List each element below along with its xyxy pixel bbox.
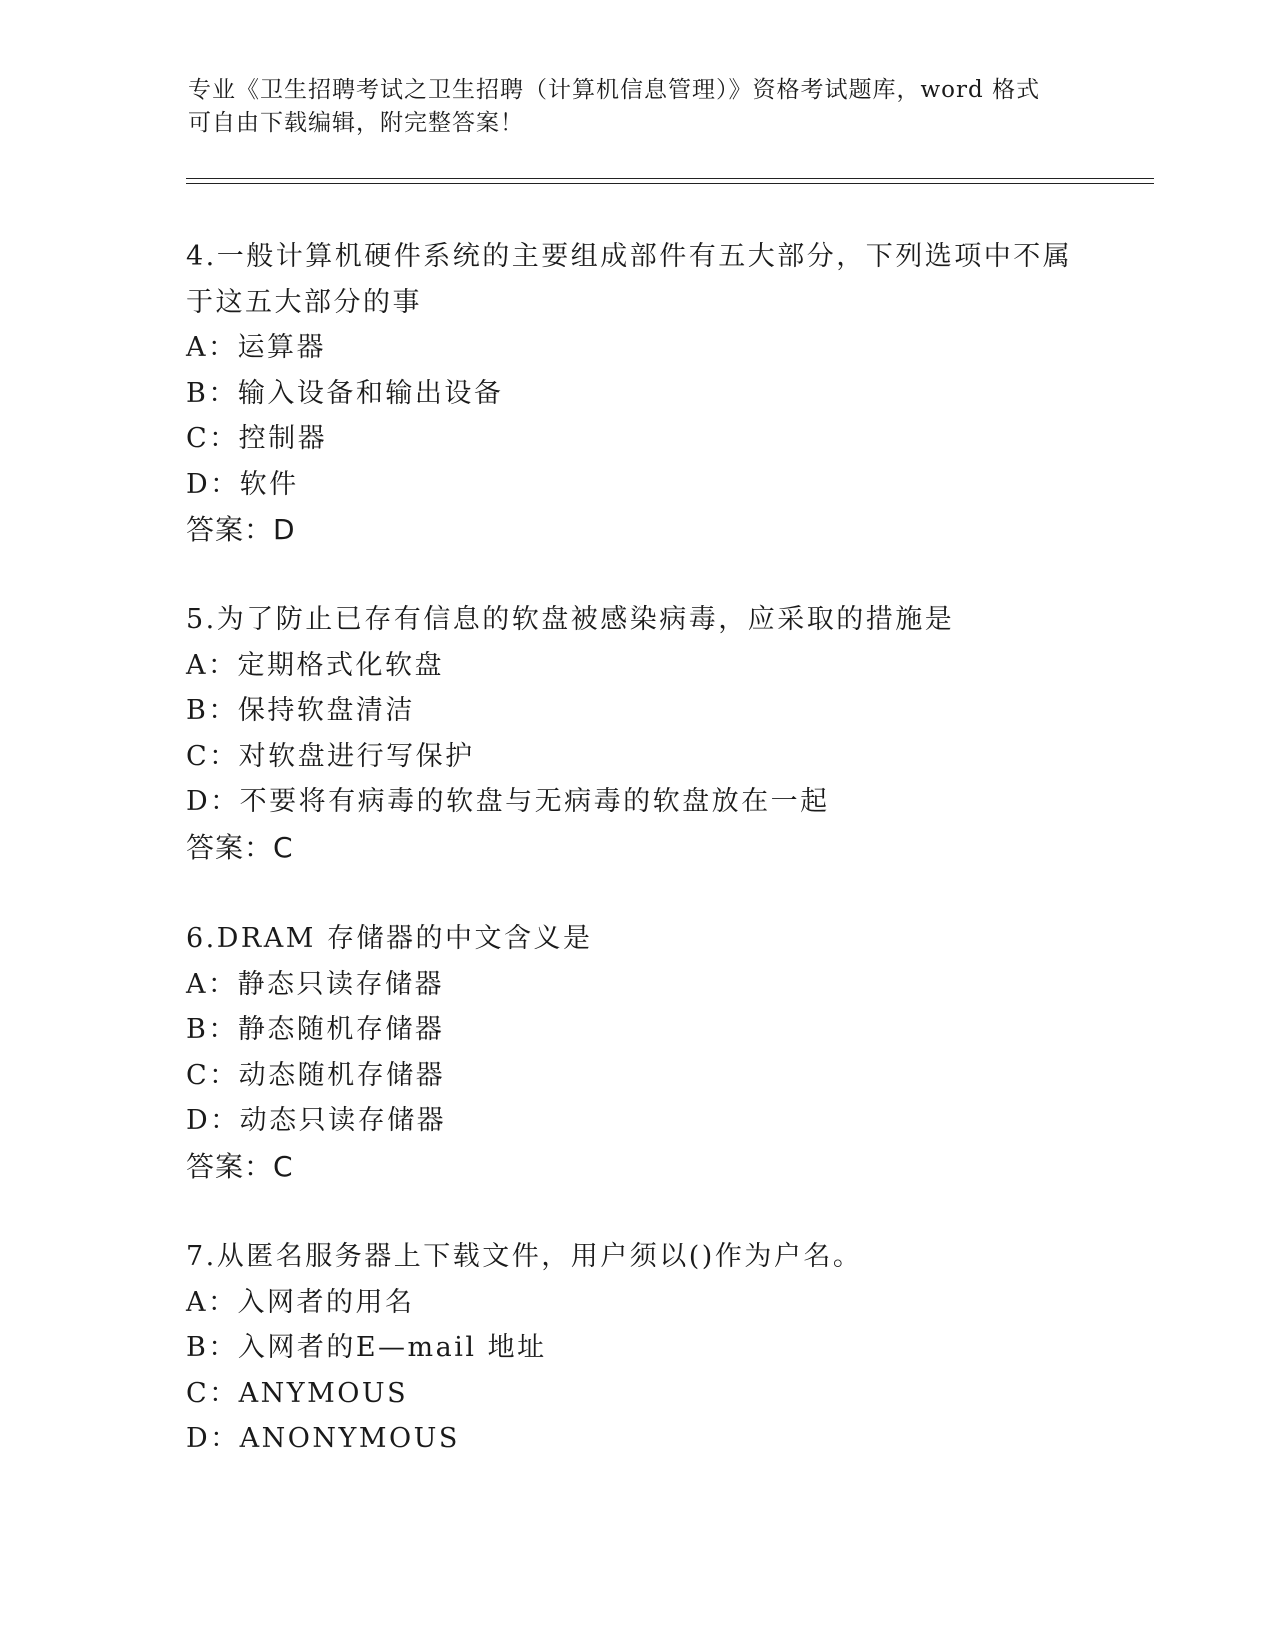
option-b: B：输入设备和输出设备 bbox=[186, 377, 504, 409]
option-b: B：静态随机存储器 bbox=[186, 1014, 445, 1045]
question-7 bbox=[186, 1234, 1086, 1462]
option-c: C：控制器 bbox=[186, 423, 328, 454]
question-6 bbox=[186, 916, 1086, 1189]
header-divider-bottom bbox=[186, 183, 1154, 184]
answer: 答案：C bbox=[186, 1149, 294, 1183]
answer: 答案：C bbox=[186, 830, 294, 864]
question-stem: 6.DRAM 存储器的中文含义是 bbox=[186, 923, 593, 954]
option-a: A：定期格式化软盘 bbox=[186, 649, 444, 681]
option-d: D：软件 bbox=[186, 468, 299, 500]
document-header bbox=[188, 74, 1088, 140]
answer: 答案：D bbox=[186, 513, 296, 546]
option-c: C：ANYMOUS bbox=[186, 1377, 409, 1409]
header-line-2: 可自由下载编辑，附完整答案！ bbox=[188, 110, 524, 136]
option-a: A：运算器 bbox=[186, 332, 326, 363]
question-stem: 5.为了防止已存有信息的软盘被感染病毒，应采取的措施是 bbox=[186, 604, 955, 635]
option-b: B：保持软盘清洁 bbox=[186, 695, 415, 726]
question-stem-continued: 于这五大部分的事 bbox=[186, 286, 422, 318]
question-stem: 4.一般计算机硬件系统的主要组成部件有五大部分，下列选项中不属 bbox=[186, 241, 1073, 272]
option-a: A：入网者的用名 bbox=[186, 1286, 415, 1318]
option-d: D：ANONYMOUS bbox=[186, 1423, 460, 1454]
option-c: C：对软盘进行写保护 bbox=[186, 740, 475, 772]
option-a: A：静态只读存储器 bbox=[186, 968, 444, 1000]
option-c: C：动态随机存储器 bbox=[186, 1059, 446, 1091]
question-stem: 7.从匿名服务器上下载文件，用户须以()作为户名。 bbox=[186, 1241, 863, 1272]
option-b: B：入网者的E—mail 地址 bbox=[186, 1332, 547, 1363]
option-d: D：动态只读存储器 bbox=[186, 1105, 447, 1136]
option-d: D：不要将有病毒的软盘与无病毒的软盘放在一起 bbox=[186, 786, 830, 817]
header-line-1: 专业《卫生招聘考试之卫生招聘（计算机信息管理）》资格考试题库，word 格式 bbox=[188, 77, 1041, 103]
header-divider-top bbox=[186, 178, 1154, 179]
question-5 bbox=[186, 597, 1086, 870]
question-4 bbox=[186, 234, 1086, 553]
